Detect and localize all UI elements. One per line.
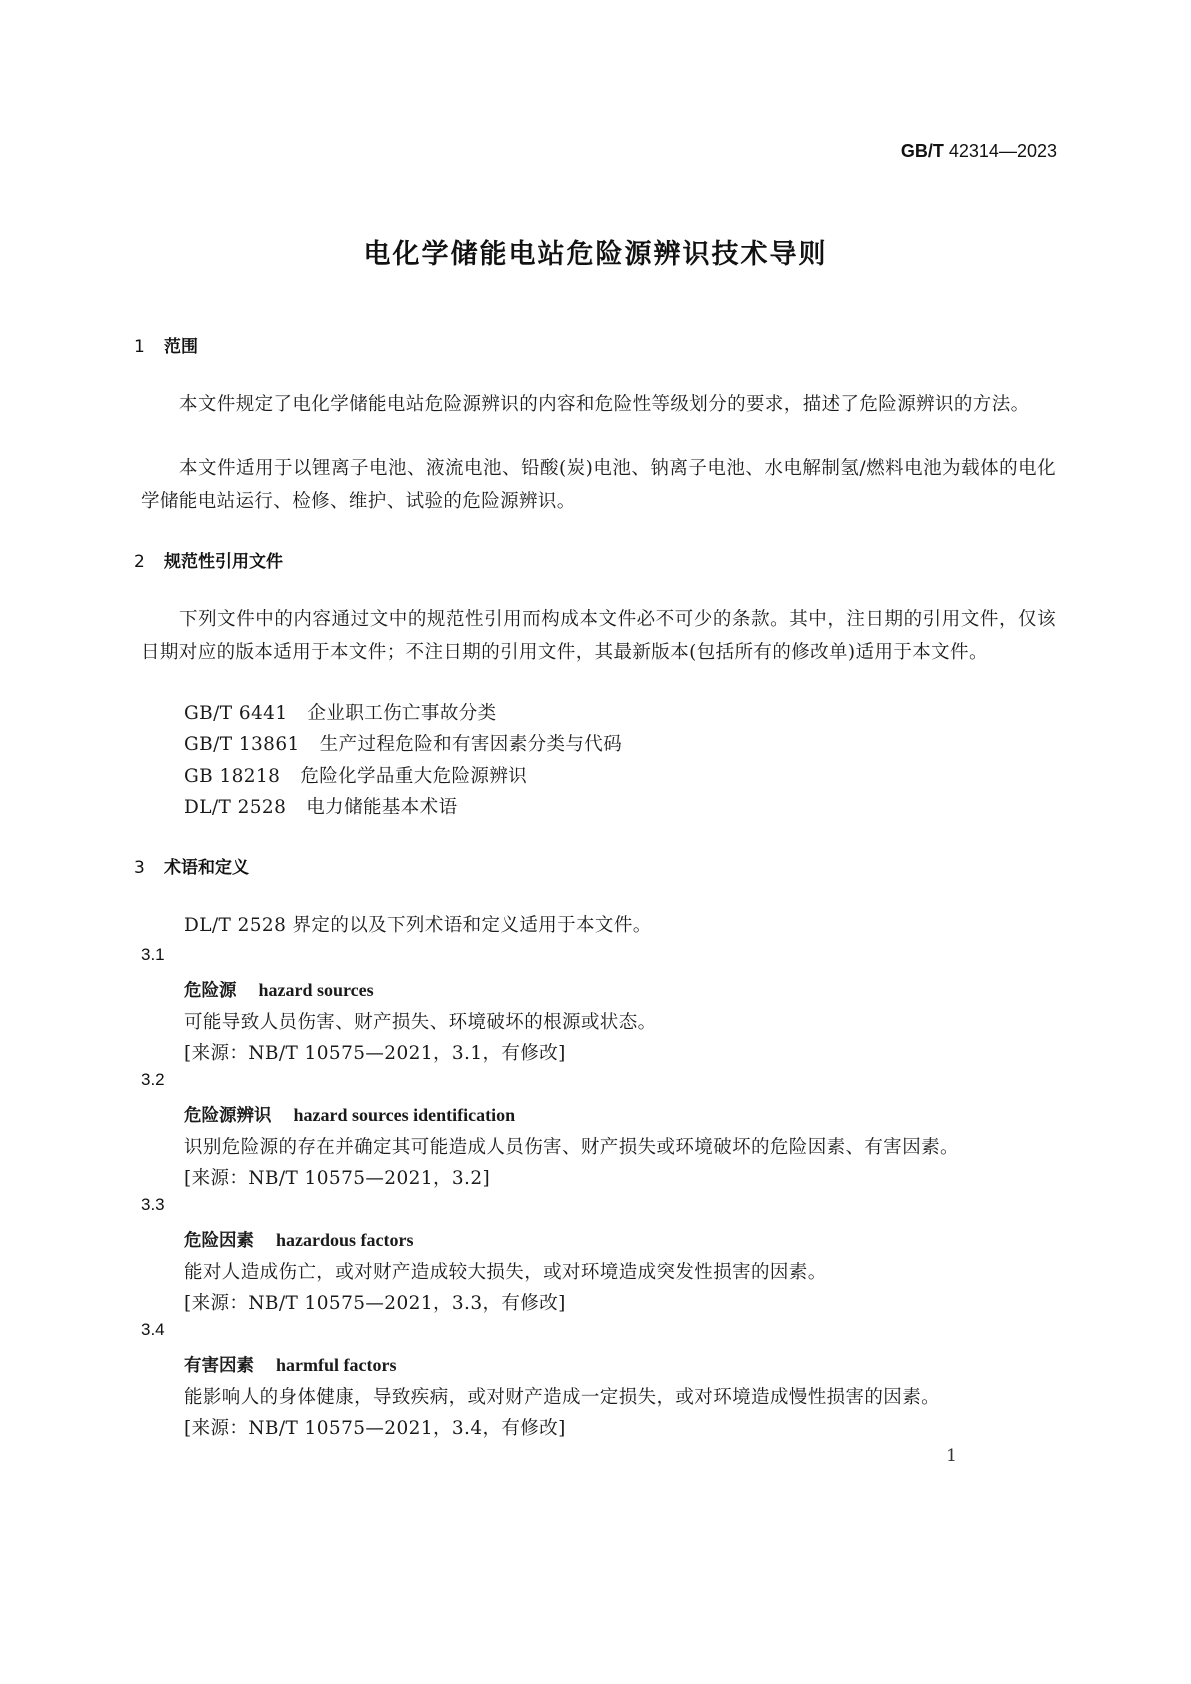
reference-title: 生产过程危险和有害因素分类与代码 <box>319 734 623 755</box>
standard-code: 42314—2023 <box>948 141 1057 161</box>
terms-intro: DL/T 2528 界定的以及下列术语和定义适用于本文件。 <box>184 915 652 936</box>
reference-item <box>184 793 457 819</box>
term-en: hazard sources identification <box>293 1105 516 1125</box>
reference-item <box>184 762 527 788</box>
section-1-heading <box>134 332 198 357</box>
term-definition: 能影响人的身体健康，导致疾病，或对财产造成一定损失，或对环境造成慢性损害的因素。 <box>184 1387 941 1408</box>
section-title: 术语和定义 <box>164 858 249 878</box>
term-source: [来源：NB/T 10575—2021，3.3，有修改] <box>184 1293 566 1314</box>
clause-number: 3.1 <box>141 945 165 964</box>
clause-number: 3.3 <box>141 1195 165 1214</box>
term-heading <box>184 1102 515 1127</box>
section-number: 1 <box>134 337 145 357</box>
reference-item <box>184 699 497 725</box>
reference-title: 危险化学品重大危险源辨识 <box>300 766 528 787</box>
term-definition: 可能导致人员伤害、财产损失、环境破坏的根源或状态。 <box>184 1012 657 1033</box>
section-number: 2 <box>134 552 145 572</box>
term-heading <box>184 1352 396 1377</box>
section-3-heading <box>134 853 249 878</box>
reference-code: GB/T 6441 <box>184 703 288 724</box>
page-number: 1 <box>946 1446 957 1466</box>
term-heading <box>184 1227 414 1252</box>
term-en: harmful factors <box>276 1355 397 1375</box>
term-zh: 危险因素 <box>184 1231 254 1251</box>
reference-code: DL/T 2528 <box>184 797 287 818</box>
term-en: hazardous factors <box>276 1230 414 1250</box>
standard-prefix: GB/T <box>900 141 944 161</box>
term-zh: 有害因素 <box>184 1356 254 1376</box>
section-title: 规范性引用文件 <box>164 552 283 572</box>
term-zh: 危险源辨识 <box>184 1106 272 1126</box>
term-definition: 识别危险源的存在并确定其可能造成人员伤害、财产损失或环境破坏的危险因素、有害因素。 <box>184 1137 959 1158</box>
document-title: 电化学储能电站危险源辨识技术导则 <box>363 239 828 270</box>
term-en: hazard sources <box>258 980 374 1000</box>
scope-paragraph-2: 本文件适用于以锂离子电池、液流电池、铅酸(炭)电池、钠离子电池、水电解制氢/燃料电池为载体的电化学储能电站运行、检修、维护、试验的危险源辨识。 <box>141 458 1056 512</box>
reference-code: GB 18218 <box>184 766 281 787</box>
scope-paragraph-1: 本文件规定了电化学储能电站危险源辨识的内容和危险性等级划分的要求，描述了危险源辨识的方法。 <box>179 394 1030 415</box>
term-heading <box>184 977 374 1002</box>
term-definition: 能对人造成伤亡，或对财产造成较大损失，或对环境造成突发性损害的因素。 <box>184 1262 827 1283</box>
reference-title: 电力储能基本术语 <box>306 797 458 818</box>
clause-number: 3.4 <box>141 1320 165 1339</box>
section-title: 范围 <box>164 337 198 357</box>
section-2-heading <box>134 547 283 572</box>
term-zh: 危险源 <box>184 981 237 1001</box>
reference-item <box>184 730 622 756</box>
reference-title: 企业职工伤亡事故分类 <box>307 703 497 724</box>
clause-number: 3.2 <box>141 1070 165 1089</box>
references-intro: 下列文件中的内容通过文中的规范性引用而构成本文件必不可少的条款。其中，注日期的引用文件，仅该日期对应的版本适用于本文件；不注日期的引用文件，其最新版本(包括所有的修改单)适用于本文件。 <box>141 609 1056 663</box>
section-number: 3 <box>134 858 145 878</box>
standard-number <box>901 141 1057 162</box>
term-source: [来源：NB/T 10575—2021，3.1，有修改] <box>184 1043 566 1064</box>
term-source: [来源：NB/T 10575—2021，3.4，有修改] <box>184 1418 566 1439</box>
reference-code: GB/T 13861 <box>184 734 300 755</box>
term-source: [来源：NB/T 10575—2021，3.2] <box>184 1168 491 1189</box>
